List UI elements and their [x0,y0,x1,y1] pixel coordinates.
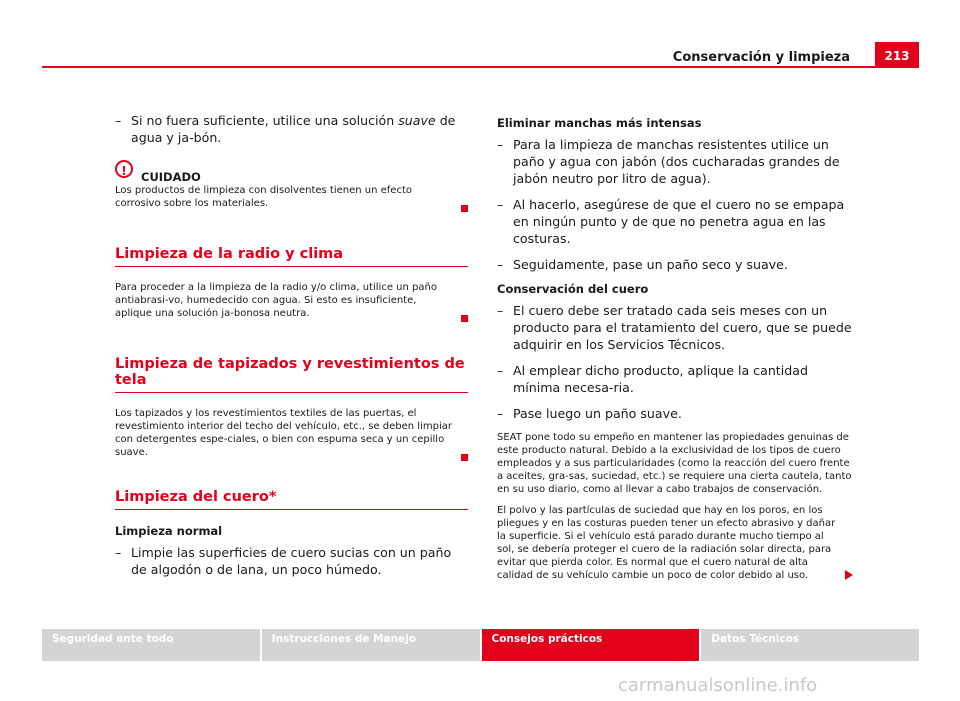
continue-arrow-icon [845,570,853,580]
item-text: Al hacerlo, asegúrese de que el cuero no se empapa en ningún punto y de que no penetra agua en las costuras. [513,197,845,246]
item-text: Limpie las superficies de cuero sucias con un paño de algodón o de lana, un poco húmedo. [131,545,452,577]
section-text: Los tapizados y los revestimientos textiles de las puertas, el revestimiento interior del techo del vehículo, etc., se deben limpiar con detergentes espe-ciales, o bien con espuma seca y un cepillo suave. [115,408,452,458]
header-title: Conservación y limpieza [672,50,850,65]
list-item [497,302,853,353]
warning-header [115,160,468,184]
dash-marker: – [115,545,122,560]
warning-title: CUIDADO [141,170,201,184]
item-text: Seguidamente, pase un paño seco y suave. [513,257,788,272]
footer-tab-consejos[interactable]: Consejos prácticos [482,629,700,661]
list-item [497,256,853,273]
warning-text: Los productos de limpieza con disolventes tienen un efecto corrosivo sobre los materiales. [115,185,412,209]
list-item [115,112,468,146]
list-item [497,136,853,187]
item-text-before: Si no fuera suficiente, utilice una solución [131,113,399,128]
dash-marker: – [497,137,504,152]
body-paragraph-block [497,504,853,582]
footer-tab-instrucciones[interactable]: Instrucciones de Manejo [262,629,480,661]
section-end-mark [461,315,468,322]
body-paragraph: SEAT pone todo su empeño en mantener las propiedades genuinas de este producto natural. Debido a la exclusividad de los tipos de cuero empleados y a sus particularidades (como la reacción del cuero frente a aceites, gra-sas, suciedad, etc.) se requiere una cierta cautela, tanto en su uso diario, como al llevar a cabo trabajos de conservación. [497,432,852,495]
list-item [497,405,853,422]
body-paragraph: El polvo y las partículas de suciedad que hay en los poros, en los pliegues y en las costuras pueden tener un efecto abrasivo y dañar la superficie. Si el vehículo está parado durante mucho tiempo al sol, se debería proteger el cuero de la radiación solar directa, para evitar que pierda color. Es normal que el cuero natural de alta calidad de su vehículo cambie un poco de color debido al uso. [497,505,836,581]
page-number: 213 [875,42,919,66]
item-text: Pase luego un paño suave. [513,406,682,421]
list-item [115,544,468,578]
list-item [497,362,853,396]
dash-marker: – [497,363,504,378]
dash-marker: – [497,303,504,318]
warning-icon: ! [115,160,133,178]
header-rule [42,66,919,68]
item-text: Para la limpieza de manchas resistentes utilice un paño y agua con jabón (dos cucharadas grandes de jabón neutro por litro de agua). [513,137,840,186]
section-text-block [115,281,468,320]
dash-marker: – [497,406,504,421]
item-text-after: de agua y ja-bón. [131,113,456,145]
subsection-title: Eliminar manchas más intensas [497,116,702,130]
dash-marker: – [497,257,504,272]
subsection-title: Limpieza normal [115,524,223,538]
item-text: Al emplear dicho producto, aplique la cantidad mínima necesa-ria. [513,363,808,395]
dash-marker: – [115,113,122,128]
subsection-title: Conservación del cuero [497,282,649,296]
item-text: El cuero debe ser tratado cada seis meses con un producto para el tratamiento del cuero, que se puede adquirir en los Servicios Técnicos. [513,303,852,352]
list-item [497,196,853,247]
section-text-block [115,407,468,459]
section-end-mark [461,454,468,461]
section-title: Limpieza del cuero* [115,489,468,510]
item-text-italic: suave [398,113,436,128]
warning-text-block [115,184,468,210]
section-end-mark [461,205,468,212]
footer-tab-seguridad[interactable]: Seguridad ante todo [42,629,260,661]
right-column [497,116,853,590]
watermark: carmanualsonline.info [618,675,818,696]
footer-nav [42,629,919,661]
footer-tab-datos[interactable]: Datos Técnicos [701,629,919,661]
dash-marker: – [497,197,504,212]
left-column [115,112,468,587]
section-title: Limpieza de tapizados y revestimientos de tela [115,356,468,393]
section-text: Para proceder a la limpieza de la radio y/o clima, utilice un paño antiabrasi-vo, humedecido con agua. Si esto es insuficiente, aplique una solución ja-bonosa neutra. [115,282,437,319]
section-title: Limpieza de la radio y clima [115,246,468,267]
